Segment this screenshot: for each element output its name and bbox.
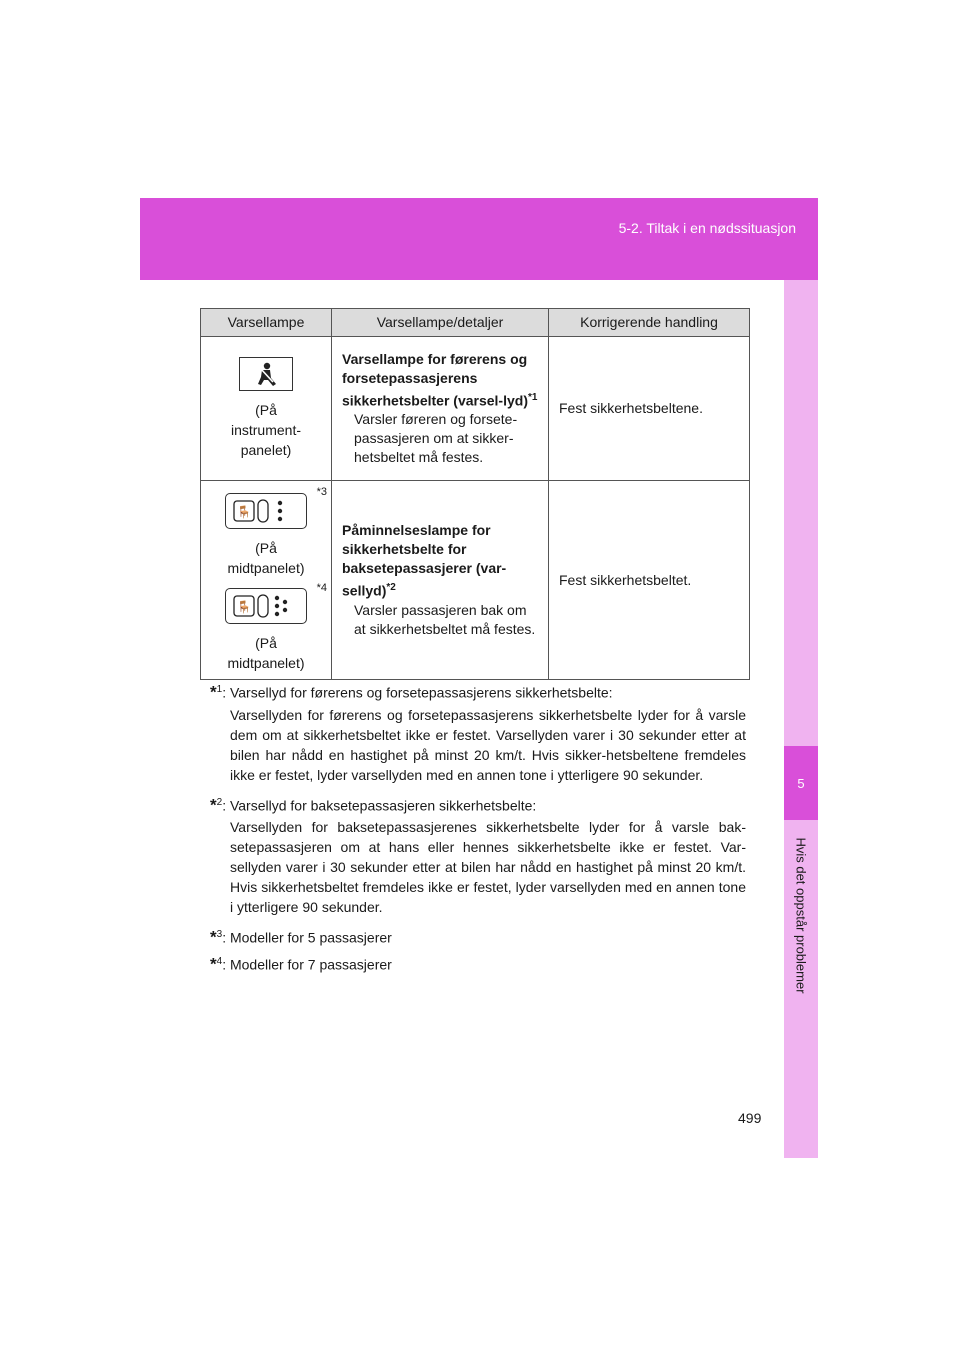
side-tab-number[interactable]: 5 (784, 746, 818, 820)
page-number: 499 (738, 1110, 762, 1126)
footnote: *$^1$: Varsellyd for førerens og forsetepassasjerens sikkerhetsbelte: Varsellyden for førerens og forsetepassasjerens sikkerhetsbelte lyder for å varsle dem om at sikkerhetsbeltet ikke er festet. Varsellyden varer i 30 sekunder etter at bilen har nådd en hastighet på minst 20 km/t. Hvis sikker-hetsbeltene fremdeles ikke er festet, lyder varsellyden med en annen tone i ytterligere 90 sekunder. (210, 682, 746, 783)
header-cell: Korrigerende handling (549, 309, 750, 337)
lamp-cell (201, 337, 332, 481)
warning-table (200, 308, 750, 680)
lamp-detail: Varsler føreren og forsete-passasjeren om at sikker-hetsbeltet må festes. (354, 411, 518, 466)
footnotes (210, 680, 746, 977)
rear-seatbelt-reminder-7seat-icon (225, 588, 307, 624)
svg-text:🪑: 🪑 (236, 505, 252, 519)
lamp-title: Varsellampe for førerens og forsetepassasjerens sikkerhetsbelter (varsel-lyd) (342, 350, 528, 409)
lamp-cell (201, 481, 332, 680)
svg-text:🪑: 🪑 (236, 600, 252, 614)
lamp-location: (På instrument-panelet) (230, 402, 302, 458)
table-header-row (201, 309, 750, 337)
lamp-location: (På midtpanelet) (227, 540, 305, 576)
seatbelt-warning-icon (239, 357, 293, 391)
action-cell: Fest sikkerhetsbeltet. (549, 481, 750, 680)
header-cell: Varsellampe/detaljer (332, 309, 549, 337)
footnote-ref: *2 (386, 582, 396, 594)
footnote-body: Varsellyden for baksetepassasjerenes sikkerhetsbelte lyder for å varsle bak-setepassasjeren om at hans eller hennes sikkerhetsbelte ikke er festet. Var-sellyden varer i 30 sekunder etter at bilen har nådd en hastighet på minst 20 km/t. Hvis sikkerhetsbeltet fremdeles ikke er festet, lyder varsellyden med en annen tone i ytterligere 90 sekunder. (230, 819, 746, 916)
lamp-detail: Varsler passasjeren bak om at sikkerhetsbeltet må festes. (354, 601, 536, 637)
footnote: *$^4$: Modeller for 7 passasjerer (210, 954, 392, 974)
footnote-ref: *4 (316, 582, 327, 594)
detail-cell (332, 481, 549, 680)
header-cell: Varsellampe (201, 309, 332, 337)
footnote: *$^2$: Varsellyd for baksetepassasjeren sikkerhetsbelte: Varsellyden for baksetepassasjerenes sikkerhetsbelte lyder for å varsle bak-setepassasjeren om at hans eller hennes sikkerhetsbelte ikke er festet. Var-sellyden varer i 30 sekunder etter at bilen har nådd en hastighet på minst 20 km/t. Hvis sikkerhetsbeltet fremdeles ikke er festet, lyder varsellyden med en annen tone i ytterligere 90 sekunder. (210, 795, 746, 916)
action-cell: Fest sikkerhetsbeltene. (549, 337, 750, 481)
side-tab-label-box (784, 820, 818, 1010)
footnote-body: Varsellyden for førerens og forsetepassasjerens sikkerhetsbelte lyder for å varsle dem om at sikkerhetsbeltet ikke er festet. Varsellyden varer i 30 sekunder etter at bilen har nådd en hastighet på minst 20 km/t. Hvis sikker-hetsbeltene fremdeles ikke er festet, lyder varsellyden med en annen tone i ytterligere 90 sekunder. (230, 706, 746, 783)
side-tab (784, 280, 818, 1158)
rear-seatbelt-reminder-5seat-icon (225, 493, 307, 529)
header-band (140, 198, 818, 280)
table-row (201, 481, 750, 680)
detail-cell (332, 337, 549, 481)
section-title: 5-2. Tiltak i en nødssituasjon (618, 220, 796, 236)
footnote: *$^3$: Modeller for 5 passasjerer (210, 927, 392, 947)
side-tab-label: Hvis det oppstår problemer (793, 836, 809, 994)
footnote-ref: *1 (527, 391, 538, 403)
lamp-location: (På midtpanelet) (227, 635, 305, 671)
lamp-title: Påminnelseslampe for sikkerhetsbelte for baksetepassasjerer (var-sellyd) (342, 522, 507, 599)
table-row (201, 337, 750, 481)
footnote-ref: *3 (316, 486, 327, 498)
